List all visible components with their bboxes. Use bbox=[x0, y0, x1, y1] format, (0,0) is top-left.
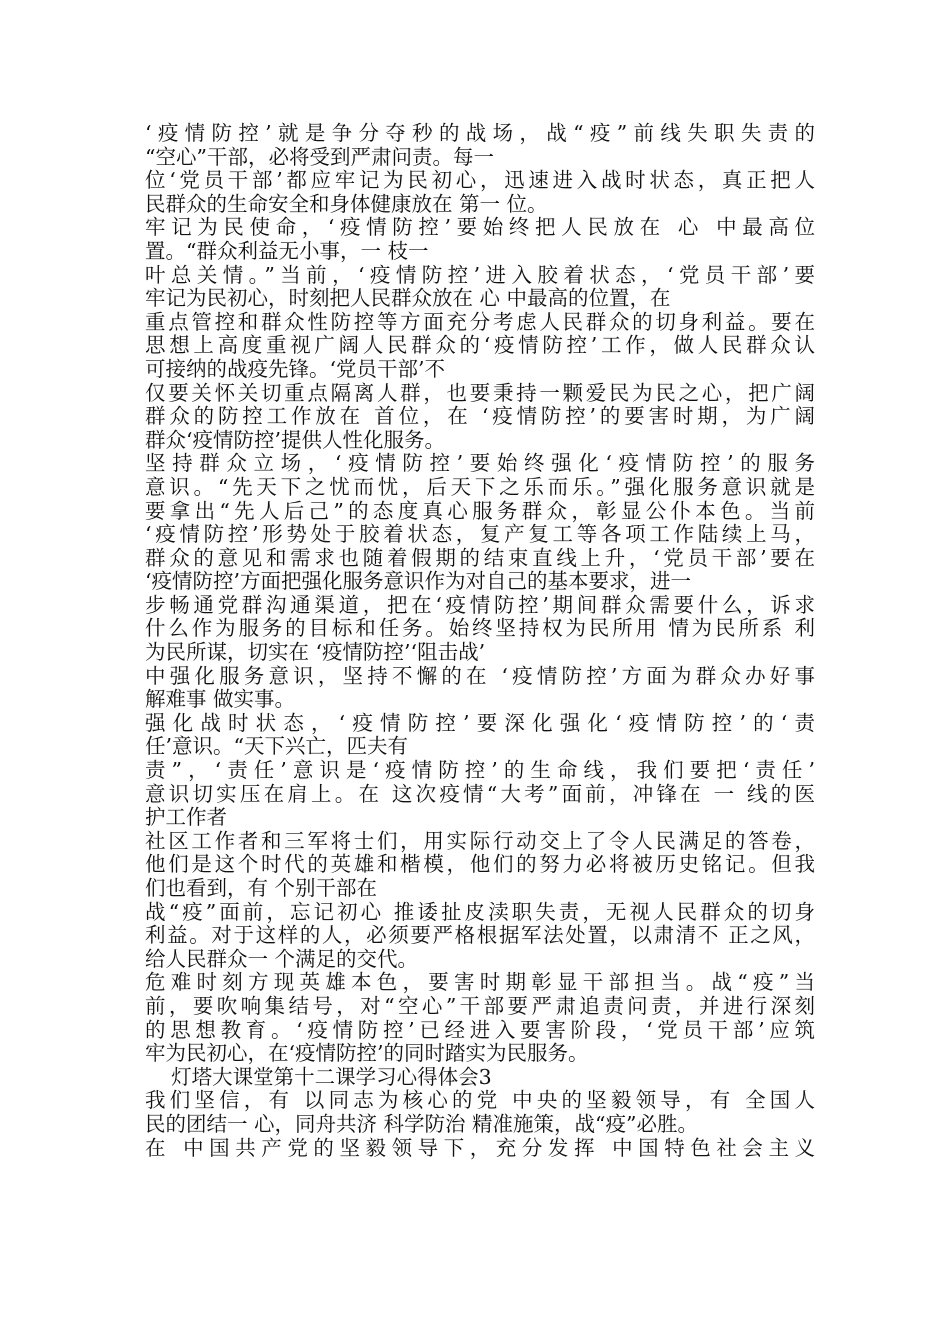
text-line: 叶总关情。”当前，‘疫情防控’进入胶着状态，‘党员干部’要 bbox=[145, 262, 815, 287]
text-line: 牢记为民使命，‘疫情防控’要始终把人民放在 心 中最高位 bbox=[145, 215, 815, 240]
text-line: 战“疫”面前，忘记初心 推诿扯皮渎职失责，无视人民群众的切身 bbox=[145, 899, 815, 924]
text-line: 任’意识。“天下兴亡，匹夫有 bbox=[145, 734, 408, 759]
text-line: 思想上高度重视广阔人民群众的‘疫情防控’工作，做人民群众认 bbox=[145, 333, 815, 358]
text-line: 灯塔大课堂第十二课学习心得体会3 bbox=[145, 1064, 492, 1089]
text-line: 为民所谋，切实在 ‘疫情防控’‘阻击战’ bbox=[145, 640, 486, 665]
document-body bbox=[145, 122, 815, 1160]
text-line: 什么作为服务的目标和任务。始终坚持权为民所用 情为民所系 利 bbox=[145, 616, 815, 641]
text-line: ‘疫情防控’形势处于胶着状态，复产复工等各项工作陆续上马， bbox=[145, 522, 815, 547]
text-line: 意识。“先天下之忧而忧，后天下之乐而乐。”强化服务意识就是 bbox=[145, 474, 815, 499]
text-line: 坚持群众立场，‘疫情防控’要始终强化‘疫情防控’的服务 bbox=[145, 451, 815, 476]
text-line: 群众的防控工作放在 首位，在 ‘疫情防控’的要害时期，为广阔 bbox=[145, 404, 815, 429]
text-line: 民群众的生命安全和身体健康放在 第一 位。 bbox=[145, 191, 548, 216]
text-line: 置。“群众利益无小事，一 枝一 bbox=[145, 238, 429, 263]
text-line: 给人民群众一 个满足的交代。 bbox=[145, 946, 419, 971]
text-line: 们也看到，有 个别干部在 bbox=[145, 876, 378, 900]
text-line: 中强化服务意识，坚持不懈的在 ‘疫情防控’方面为群众办好事 bbox=[145, 663, 815, 688]
text-line: 的思想教育。‘疫情防控’已经进入要害阶段，‘党员干部’应筑 bbox=[145, 1017, 815, 1042]
text-line: 社区工作者和三军将士们，用实际行动交上了令人民满足的答卷， bbox=[145, 828, 815, 853]
text-line: 解难事 做实事。 bbox=[145, 687, 296, 712]
text-line: 利益。对于这样的人，必须要严格根据军法处置，以肃清不 正之风， bbox=[145, 923, 815, 948]
text-line: 可接纳的战疫先锋。‘党员干部’不 bbox=[145, 356, 446, 381]
text-line: 仅要关怀关切重点隔离人群，也要秉持一颗爱民为民之心，把广阔 bbox=[145, 380, 815, 405]
text-line: 我们坚信，有 以同志为核心的党 中央的坚毅领导，有 全国人 bbox=[145, 1088, 815, 1113]
text-line: 重点管控和群众性防控等方面充分考虑人民群众的切身利益。要在 bbox=[145, 309, 815, 334]
text-line: 前，要吹响集结号，对“空心”干部要严肃追责问责，并进行深刻 bbox=[145, 993, 815, 1018]
text-line: 危难时刻方现英雄本色，要害时期彰显干部担当。战“疫”当 bbox=[145, 970, 815, 995]
text-line: 群众的意见和需求也随着假期的结束直线上升，‘党员干部’要在 bbox=[145, 545, 815, 570]
text-line: 牢为民初心，在‘疫情防控’的同时踏实为民服务。 bbox=[145, 1041, 589, 1066]
text-line: 意识切实压在肩上。在 这次疫情“大考”面前，冲锋在 一 线的医 bbox=[145, 781, 815, 806]
text-line: “空心”干部，必将受到严肃问责。每一 bbox=[145, 144, 494, 169]
text-line: 群众‘疫情防控’提供人性化服务。 bbox=[145, 427, 446, 452]
text-line: 责”，‘责任’意识是‘疫情防控’的生命线，我们要把‘责任’ bbox=[145, 758, 815, 783]
text-line: 他们是这个时代的英雄和楷模，他们的努力必将被历史铭记。但我 bbox=[145, 852, 815, 877]
text-line: 牢记为民初心，时刻把人民群众放在 心 中最高的位置，在 bbox=[145, 286, 671, 311]
text-line: 位‘党员干部’都应牢记为民初心，迅速进入战时状态，真正把人 bbox=[145, 168, 815, 193]
text-line: 强化战时状态，‘疫情防控’要深化强化‘疫情防控’的‘责 bbox=[145, 710, 815, 735]
text-line: 在 中国共产党的坚毅领导下，充分发挥 中国特色社会主义 bbox=[145, 1135, 815, 1160]
text-line: ‘疫情防控’就是争分夺秒的战场，战“疫”前线失职失责的 bbox=[145, 121, 815, 145]
text-line: 护工作者 bbox=[145, 805, 227, 830]
text-line: 步畅通党群沟通渠道，把在‘疫情防控’期间群众需要什么，诉求 bbox=[145, 592, 815, 617]
text-line: ‘疫情防控’方面把强化服务意识作为对自己的基本要求，进一 bbox=[145, 569, 692, 594]
text-line: 要拿出“先人后己”的态度真心服务群众，彰显公仆本色。当前 bbox=[145, 498, 815, 523]
text-line: 民的团结一 心，同舟共济 科学防治 精准施策，战“疫”必胜。 bbox=[145, 1111, 699, 1136]
